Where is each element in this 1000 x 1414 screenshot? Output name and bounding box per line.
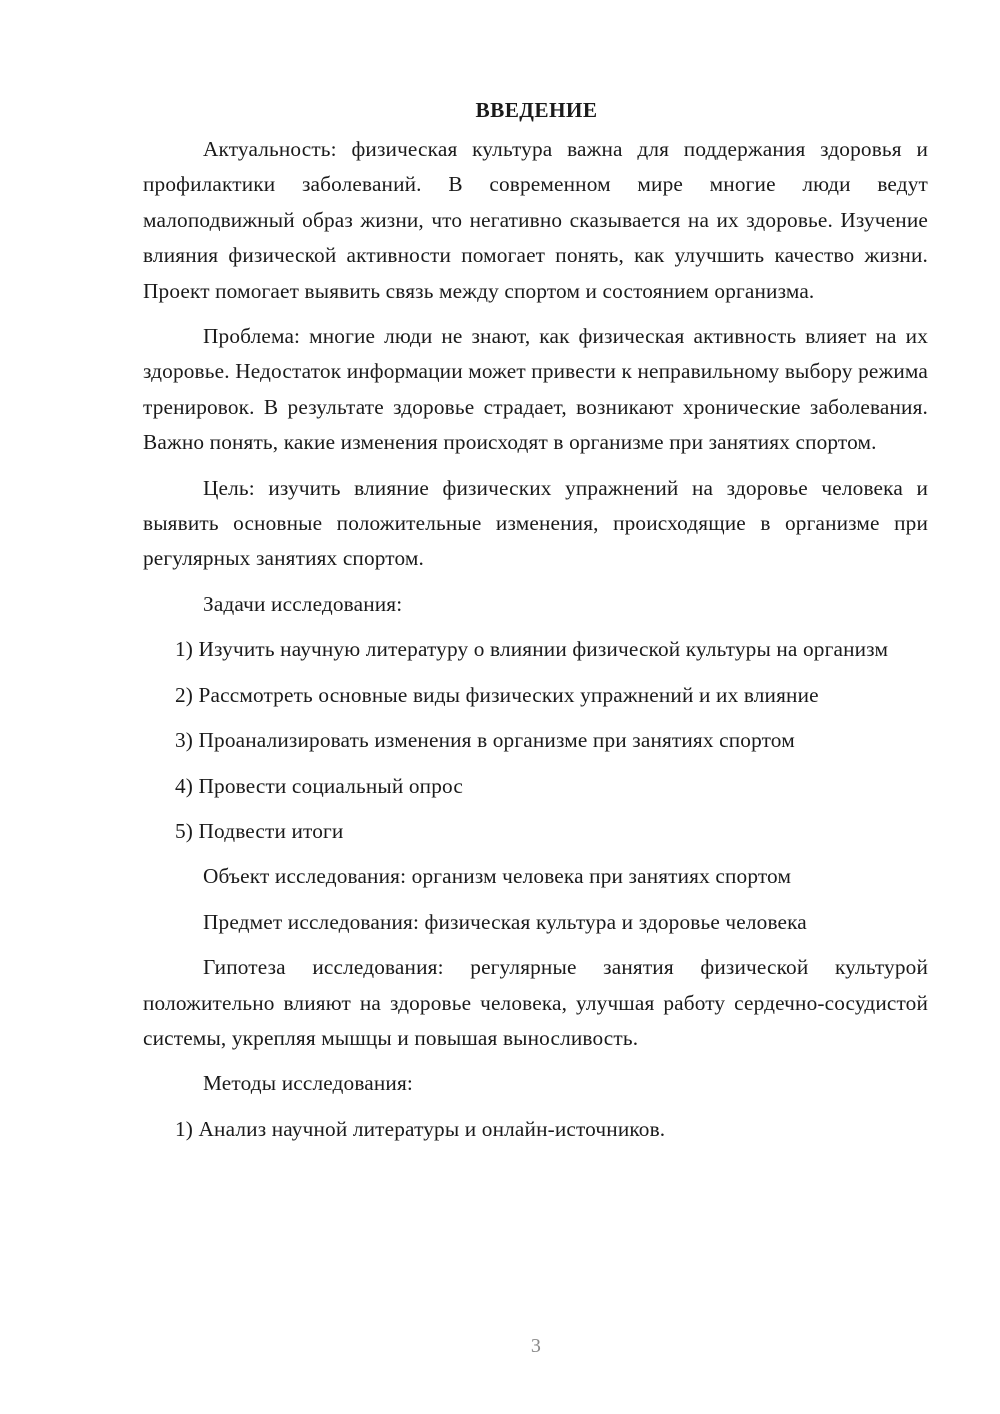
methods-heading: Методы исследования:: [203, 1071, 413, 1096]
problem-paragraph: Проблема: многие люди не знают, как физическая активность влияет на их здоровье. Недостаток информации может привести к неправильному выбору режима тренировок. В результате здоровье страдает, возникают хронические заболевания. Важно понять, какие изменения происходят в организме при занятиях спортом.: [143, 324, 928, 455]
relevance-paragraph: Актуальность: физическая культура важна для поддержания здоровья и профилактики заболеваний. В современном мире многие люди ведут малоподвижный образ жизни, что негативно сказывается на их здоровье. Изучение влияния физической активности помогает понять, как улучшить качество жизни. Проект помогает выявить связь между спортом и состоянием организма.: [143, 137, 928, 303]
object-paragraph: Объект исследования: организм человека при занятиях спортом: [203, 864, 792, 889]
subject-paragraph: Предмет исследования: физическая культура и здоровье человека: [203, 909, 807, 934]
hypothesis-paragraph: Гипотеза исследования: регулярные занятия физической культурой положительно влияют на здоровье человека, улучшая работу сердечно-сосудистой системы, укрепляя мышцы и повышая выносливость.: [143, 955, 928, 1050]
method-item: 1) Анализ научной литературы и онлайн-источников.: [175, 1116, 666, 1141]
page-content: [143, 96, 928, 1157]
tasks-heading: Задачи исследования:: [203, 591, 403, 616]
task-item: 1) Изучить научную литературу о влиянии физической культуры на организм: [175, 637, 889, 662]
methods-list: [143, 1112, 928, 1147]
tasks-list: [143, 632, 928, 849]
goal-paragraph: Цель: изучить влияние физических упражнений на здоровье человека и выявить основные положительные изменения, происходящие в организме при регулярных занятиях спортом.: [143, 475, 928, 571]
task-item: 2) Рассмотреть основные виды физических упражнений и их влияние: [175, 682, 819, 707]
task-item: 5) Подвести итоги: [175, 818, 344, 843]
page-number: 3: [530, 1335, 542, 1357]
task-item: 3) Проанализировать изменения в организме при занятиях спортом: [175, 728, 795, 753]
page-title: ВВЕДЕНИЕ: [475, 98, 598, 122]
task-item: 4) Провести социальный опрос: [175, 773, 463, 798]
